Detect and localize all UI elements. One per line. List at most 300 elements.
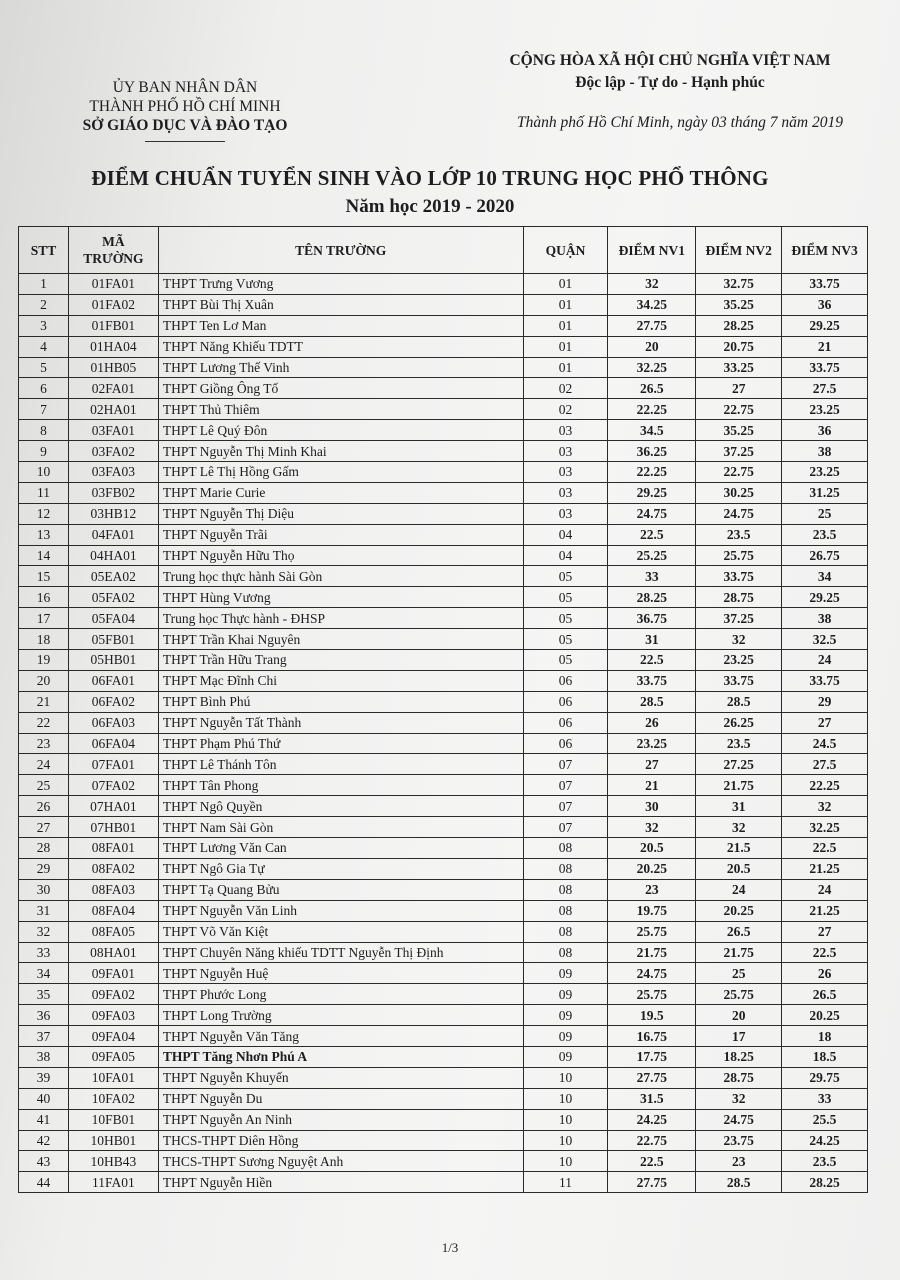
cell-ten-truong: THPT Phạm Phú Thứ [158,733,523,754]
cell-ten-truong: THPT Trần Khai Nguyên [158,629,523,650]
cell-ma-truong: 07FA01 [68,754,158,775]
cell-nv2: 21.75 [696,942,782,963]
cell-ten-truong: THPT Mạc Đĩnh Chi [158,670,523,691]
cell-quan: 06 [523,670,608,691]
table-row [19,315,868,336]
table-row [19,712,868,733]
issuer-line-3: SỞ GIÁO DỤC VÀ ĐÀO TẠO [82,117,288,134]
table-row [19,545,868,566]
cell-nv2: 28.5 [696,691,782,712]
cell-stt: 35 [19,984,69,1005]
cell-quan: 03 [523,482,608,503]
cell-stt: 2 [19,294,69,315]
cell-nv2: 24.75 [696,503,782,524]
cell-quan: 05 [523,566,608,587]
cell-stt: 10 [19,462,69,483]
cell-ma-truong: 10HB43 [68,1151,158,1172]
cell-ten-truong: Trung học Thực hành - ĐHSP [158,608,523,629]
table-row [19,608,868,629]
cell-stt: 7 [19,399,69,420]
cell-quan: 08 [523,921,608,942]
cell-nv3: 26 [782,963,868,984]
cell-nv3: 23.25 [782,462,868,483]
cell-stt: 30 [19,879,69,900]
cell-ma-truong: 11FA01 [68,1172,158,1193]
cell-ten-truong: THPT Nguyễn Thị Diệu [158,503,523,524]
cell-quan: 08 [523,838,608,859]
cell-nv3: 25.5 [782,1109,868,1130]
cell-nv2: 28.75 [696,587,782,608]
cell-nv1: 22.25 [608,462,696,483]
cell-nv2: 20.75 [696,336,782,357]
cell-ma-truong: 06FA03 [68,712,158,733]
cell-nv2: 23.75 [696,1130,782,1151]
cell-nv1: 21.75 [608,942,696,963]
cell-ma-truong: 07FA02 [68,775,158,796]
table-row [19,1109,868,1130]
cell-ten-truong: THPT Tạ Quang Bửu [158,879,523,900]
cell-quan: 09 [523,984,608,1005]
cell-ma-truong: 08FA01 [68,838,158,859]
cell-nv2: 28.5 [696,1172,782,1193]
cell-stt: 14 [19,545,69,566]
cell-nv3: 28.25 [782,1172,868,1193]
cell-nv2: 18.25 [696,1046,782,1067]
cell-nv2: 20.25 [696,900,782,921]
table-row [19,817,868,838]
cell-ten-truong: THPT Nguyễn Thị Minh Khai [158,441,523,462]
cell-quan: 06 [523,691,608,712]
cell-nv3: 24 [782,879,868,900]
cell-nv3: 21 [782,336,868,357]
cell-nv3: 26.75 [782,545,868,566]
cell-ten-truong: THPT Nguyễn Du [158,1088,523,1109]
table-body [19,274,868,1193]
cell-nv3: 36 [782,294,868,315]
cell-nv1: 25.75 [608,921,696,942]
cell-ten-truong: THPT Nguyễn Hiền [158,1172,523,1193]
cell-nv2: 32 [696,629,782,650]
table-row [19,838,868,859]
cell-ten-truong: THPT Nguyễn Tất Thành [158,712,523,733]
cell-nv2: 33.25 [696,357,782,378]
cell-ma-truong: 04FA01 [68,524,158,545]
cell-stt: 39 [19,1067,69,1088]
cell-ma-truong: 07HA01 [68,796,158,817]
table-row [19,357,868,378]
cell-stt: 16 [19,587,69,608]
cell-stt: 8 [19,420,69,441]
table-row [19,482,868,503]
cell-nv1: 32 [608,817,696,838]
table-row [19,900,868,921]
table-row [19,754,868,775]
table-row [19,1046,868,1067]
cell-ten-truong: THPT Nguyễn Trãi [158,524,523,545]
cell-nv2: 35.25 [696,294,782,315]
cell-nv3: 24.25 [782,1130,868,1151]
cell-nv2: 31 [696,796,782,817]
cell-quan: 07 [523,754,608,775]
cell-ma-truong: 08FA03 [68,879,158,900]
table-row [19,650,868,671]
cell-ten-truong: THPT Nguyễn Khuyến [158,1067,523,1088]
cell-ma-truong: 01FB01 [68,315,158,336]
cell-ten-truong: THPT Lương Thế Vinh [158,357,523,378]
cell-ten-truong: THPT Bình Phú [158,691,523,712]
cell-nv3: 24.5 [782,733,868,754]
cell-stt: 21 [19,691,69,712]
issuer-line-1: ỦY BAN NHÂN DÂN [112,79,258,96]
cell-stt: 23 [19,733,69,754]
cell-ten-truong: THPT Tăng Nhơn Phú A [158,1046,523,1067]
cell-ten-truong: THPT Năng Khiếu TDTT [158,336,523,357]
cell-nv1: 19.75 [608,900,696,921]
cell-nv1: 16.75 [608,1026,696,1047]
cell-nv3: 29.75 [782,1067,868,1088]
cell-quan: 01 [523,274,608,295]
cell-ma-truong: 09FA03 [68,1005,158,1026]
cell-nv3: 27 [782,921,868,942]
cell-quan: 11 [523,1172,608,1193]
cell-nv2: 35.25 [696,420,782,441]
cell-ten-truong: THPT Long Trường [158,1005,523,1026]
cell-nv1: 22.25 [608,399,696,420]
cell-quan: 06 [523,712,608,733]
cell-quan: 10 [523,1130,608,1151]
cell-stt: 34 [19,963,69,984]
cell-quan: 04 [523,545,608,566]
cell-nv2: 32 [696,817,782,838]
cell-ma-truong: 07HB01 [68,817,158,838]
cell-stt: 9 [19,441,69,462]
cell-nv1: 36.25 [608,441,696,462]
cell-nv1: 24.75 [608,963,696,984]
cell-nv1: 31 [608,629,696,650]
cell-nv3: 21.25 [782,858,868,879]
cell-ten-truong: THPT Lê Thị Hồng Gấm [158,462,523,483]
cell-nv1: 26 [608,712,696,733]
cell-ten-truong: THPT Bùi Thị Xuân [158,294,523,315]
table-row [19,274,868,295]
cell-quan: 08 [523,900,608,921]
cell-ma-truong: 10FA02 [68,1088,158,1109]
table-row [19,670,868,691]
cell-nv1: 36.75 [608,608,696,629]
cell-ma-truong: 08FA05 [68,921,158,942]
cell-stt: 28 [19,838,69,859]
cell-nv3: 27.5 [782,754,868,775]
table-row [19,1005,868,1026]
cell-quan: 04 [523,524,608,545]
cell-ten-truong: THCS-THPT Sương Nguyệt Anh [158,1151,523,1172]
cell-nv2: 25 [696,963,782,984]
cell-ten-truong: THPT Võ Văn Kiệt [158,921,523,942]
cell-stt: 29 [19,858,69,879]
cell-nv1: 25.25 [608,545,696,566]
cell-nv1: 20 [608,336,696,357]
cell-ten-truong: THPT Giồng Ông Tố [158,378,523,399]
cell-quan: 03 [523,503,608,524]
table-row [19,691,868,712]
cell-nv3: 33.75 [782,274,868,295]
cell-quan: 07 [523,796,608,817]
cell-ten-truong: THCS-THPT Diên Hồng [158,1130,523,1151]
cell-nv2: 33.75 [696,566,782,587]
table-row [19,336,868,357]
cell-ten-truong: THPT Nguyễn Văn Linh [158,900,523,921]
cell-nv1: 27.75 [608,1067,696,1088]
cell-nv3: 21.25 [782,900,868,921]
cell-quan: 10 [523,1088,608,1109]
cell-quan: 05 [523,587,608,608]
cell-nv1: 22.5 [608,1151,696,1172]
cell-ten-truong: THPT Nguyễn Huệ [158,963,523,984]
table-row [19,879,868,900]
cell-ten-truong: THPT Chuyên Năng khiếu TDTT Nguyễn Thị Định [158,942,523,963]
cell-ma-truong: 05EA02 [68,566,158,587]
cell-nv3: 27.5 [782,378,868,399]
cell-nv3: 22.5 [782,942,868,963]
cell-ten-truong: THPT Nguyễn Văn Tăng [158,1026,523,1047]
cell-stt: 22 [19,712,69,733]
header-quan: QUẬN [523,227,608,274]
cell-ma-truong: 03FA02 [68,441,158,462]
issuer-underline [145,141,225,142]
cell-quan: 02 [523,378,608,399]
cell-ten-truong: THPT Thủ Thiêm [158,399,523,420]
cell-nv2: 23 [696,1151,782,1172]
cell-stt: 6 [19,378,69,399]
table-row [19,629,868,650]
table-row [19,921,868,942]
cell-nv3: 32 [782,796,868,817]
page-number: 1/3 [441,1240,459,1255]
cell-nv3: 22.25 [782,775,868,796]
cell-ma-truong: 02FA01 [68,378,158,399]
issuer-line-2: THÀNH PHỐ HỒ CHÍ MINH [89,98,281,115]
cell-ten-truong: THPT Nguyễn Hữu Thọ [158,545,523,566]
cell-quan: 03 [523,462,608,483]
cell-nv1: 34.25 [608,294,696,315]
cell-nv2: 30.25 [696,482,782,503]
cell-stt: 31 [19,900,69,921]
cell-ma-truong: 03FB02 [68,482,158,503]
cell-nv3: 29.25 [782,315,868,336]
cell-stt: 20 [19,670,69,691]
cell-quan: 10 [523,1067,608,1088]
cell-nv3: 25 [782,503,868,524]
cell-stt: 40 [19,1088,69,1109]
cell-quan: 07 [523,775,608,796]
cell-nv3: 33.75 [782,357,868,378]
cell-nv1: 23.25 [608,733,696,754]
cell-nv1: 33.75 [608,670,696,691]
cell-stt: 42 [19,1130,69,1151]
cell-nv2: 24 [696,879,782,900]
cell-ma-truong: 06FA01 [68,670,158,691]
cell-nv2: 37.25 [696,608,782,629]
cell-stt: 18 [19,629,69,650]
cell-nv1: 29.25 [608,482,696,503]
cell-ma-truong: 09FA05 [68,1046,158,1067]
cell-quan: 01 [523,315,608,336]
cell-nv2: 37.25 [696,441,782,462]
cell-nv1: 30 [608,796,696,817]
cell-nv2: 25.75 [696,545,782,566]
cell-ten-truong: THPT Marie Curie [158,482,523,503]
cell-nv1: 28.25 [608,587,696,608]
cell-ma-truong: 01FA01 [68,274,158,295]
issue-date: Thành phố Hồ Chí Minh, ngày 03 tháng 7 năm 2019 [517,114,843,131]
cell-stt: 38 [19,1046,69,1067]
cell-ma-truong: 10FA01 [68,1067,158,1088]
cell-ten-truong: THPT Ngô Gia Tự [158,858,523,879]
cell-ten-truong: THPT Nguyễn An Ninh [158,1109,523,1130]
cell-nv3: 29 [782,691,868,712]
cell-nv2: 28.25 [696,315,782,336]
cell-ma-truong: 09FA04 [68,1026,158,1047]
cell-quan: 01 [523,294,608,315]
cell-nv1: 22.75 [608,1130,696,1151]
cell-stt: 1 [19,274,69,295]
cell-nv1: 19.5 [608,1005,696,1026]
cell-nv2: 33.75 [696,670,782,691]
cell-nv1: 20.25 [608,858,696,879]
scores-table [18,226,868,1193]
table-row [19,462,868,483]
table-row [19,420,868,441]
cell-nv1: 34.5 [608,420,696,441]
cell-quan: 01 [523,336,608,357]
cell-ten-truong: THPT Phước Long [158,984,523,1005]
document-title: ĐIỂM CHUẨN TUYỂN SINH VÀO LỚP 10 TRUNG HỌC PHỔ THÔNG [91,166,769,190]
cell-nv3: 22.5 [782,838,868,859]
cell-nv2: 27.25 [696,754,782,775]
cell-nv3: 34 [782,566,868,587]
cell-nv1: 27 [608,754,696,775]
cell-quan: 09 [523,1005,608,1026]
cell-stt: 33 [19,942,69,963]
cell-nv1: 32.25 [608,357,696,378]
table-row [19,1172,868,1193]
cell-nv2: 28.75 [696,1067,782,1088]
cell-nv1: 24.75 [608,503,696,524]
cell-ma-truong: 05FB01 [68,629,158,650]
cell-nv3: 23.5 [782,524,868,545]
cell-ten-truong: THPT Tân Phong [158,775,523,796]
table-row [19,524,868,545]
cell-nv2: 23.5 [696,733,782,754]
table-row [19,503,868,524]
cell-quan: 01 [523,357,608,378]
document-subtitle: Năm học 2019 - 2020 [345,196,515,217]
table-row [19,1088,868,1109]
issuer-block [55,78,315,142]
cell-nv3: 20.25 [782,1005,868,1026]
cell-nv2: 22.75 [696,399,782,420]
cell-quan: 10 [523,1109,608,1130]
table-row [19,1151,868,1172]
cell-nv3: 32.25 [782,817,868,838]
table-row [19,733,868,754]
table-row [19,858,868,879]
table-row [19,441,868,462]
cell-quan: 09 [523,1046,608,1067]
cell-ten-truong: THPT Hùng Vương [158,587,523,608]
header-nv2: ĐIỂM NV2 [696,227,782,274]
cell-nv3: 27 [782,712,868,733]
cell-stt: 17 [19,608,69,629]
cell-nv2: 26.5 [696,921,782,942]
cell-ma-truong: 05HB01 [68,650,158,671]
cell-quan: 07 [523,817,608,838]
cell-ten-truong: THPT Trần Hữu Trang [158,650,523,671]
cell-nv1: 28.5 [608,691,696,712]
cell-ma-truong: 01FA02 [68,294,158,315]
table-row [19,775,868,796]
cell-nv1: 22.5 [608,524,696,545]
cell-ma-truong: 05FA02 [68,587,158,608]
cell-nv2: 17 [696,1026,782,1047]
cell-nv3: 38 [782,608,868,629]
cell-nv2: 25.75 [696,984,782,1005]
cell-stt: 15 [19,566,69,587]
cell-quan: 08 [523,858,608,879]
cell-nv1: 24.25 [608,1109,696,1130]
cell-nv3: 33 [782,1088,868,1109]
table-row [19,378,868,399]
cell-stt: 24 [19,754,69,775]
cell-nv3: 38 [782,441,868,462]
cell-quan: 06 [523,733,608,754]
cell-stt: 37 [19,1026,69,1047]
cell-stt: 19 [19,650,69,671]
cell-nv3: 36 [782,420,868,441]
table-row [19,1130,868,1151]
cell-quan: 05 [523,629,608,650]
cell-nv3: 18 [782,1026,868,1047]
cell-nv1: 32 [608,274,696,295]
cell-nv1: 27.75 [608,315,696,336]
cell-nv1: 20.5 [608,838,696,859]
cell-quan: 09 [523,1026,608,1047]
cell-ma-truong: 03FA01 [68,420,158,441]
cell-nv2: 23.5 [696,524,782,545]
cell-ten-truong: THPT Lê Thánh Tôn [158,754,523,775]
cell-ten-truong: THPT Ngô Quyền [158,796,523,817]
cell-nv3: 23.5 [782,1151,868,1172]
cell-stt: 32 [19,921,69,942]
cell-ma-truong: 09FA02 [68,984,158,1005]
table-row [19,587,868,608]
cell-quan: 10 [523,1151,608,1172]
cell-nv2: 24.75 [696,1109,782,1130]
cell-stt: 44 [19,1172,69,1193]
cell-nv1: 27.75 [608,1172,696,1193]
cell-stt: 36 [19,1005,69,1026]
table-row [19,566,868,587]
cell-nv2: 26.25 [696,712,782,733]
cell-nv3: 23.25 [782,399,868,420]
cell-nv1: 26.5 [608,378,696,399]
cell-stt: 4 [19,336,69,357]
country-name: CỘNG HÒA XÃ HỘI CHỦ NGHĨA VIỆT NAM [509,52,831,69]
cell-nv1: 17.75 [608,1046,696,1067]
cell-nv1: 33 [608,566,696,587]
cell-ma-truong: 08HA01 [68,942,158,963]
cell-ten-truong: THPT Ten Lơ Man [158,315,523,336]
